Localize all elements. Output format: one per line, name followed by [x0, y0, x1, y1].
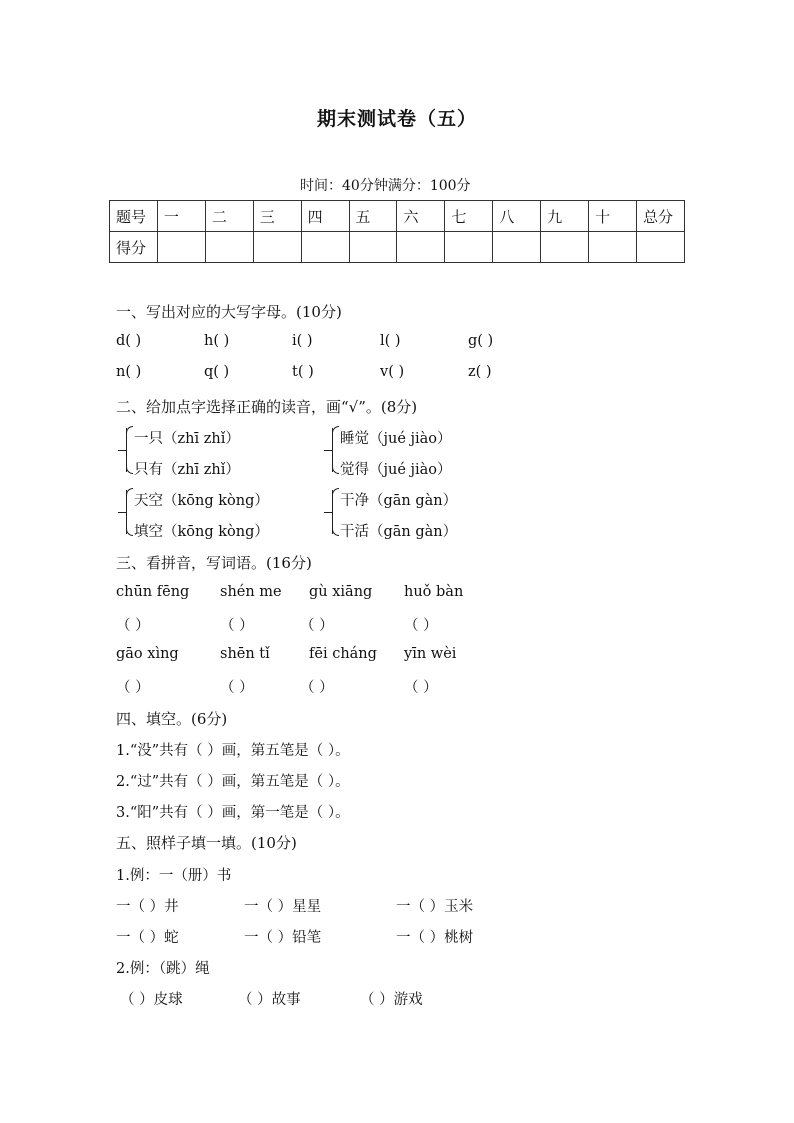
score-cell[interactable] — [205, 232, 253, 263]
letter-item: n( ) — [116, 364, 142, 380]
letter-item: t( ) — [292, 364, 314, 380]
fill-line: 3.“阳”共有（ ）画，第一笔是（ ）。 — [116, 805, 350, 821]
pinyin-choice: 填空（kōng kòng） — [134, 524, 269, 540]
answer-blank[interactable]: （ ） — [300, 618, 334, 634]
answer-blank[interactable]: （ ） — [220, 680, 254, 696]
section-2-heading: 二、给加点字选择正确的读音，画“√”。(8分) — [116, 398, 418, 416]
pinyin-choice: 觉得（jué jiào） — [340, 462, 452, 478]
score-cell[interactable] — [301, 232, 349, 263]
score-cell[interactable] — [445, 232, 493, 263]
pinyin-choice: 天空（kōng kòng） — [134, 493, 269, 509]
fill-item: 一（ ）蛇 — [116, 930, 179, 946]
section-4-heading: 四、填空。(6分) — [116, 710, 228, 728]
pinyin-choice: 一只（zhī zhǐ） — [134, 431, 240, 447]
fill-item: 一（ ）铅笔 — [244, 930, 322, 946]
letter-item: i( ) — [292, 333, 313, 349]
score-cell[interactable] — [397, 232, 445, 263]
header-cell: 题号 — [110, 201, 158, 232]
fill-item: 一（ ）星星 — [244, 899, 322, 915]
header-cell: 五 — [349, 201, 397, 232]
header-cell: 二 — [205, 201, 253, 232]
header-cell: 总分 — [636, 201, 684, 232]
header-cell: 四 — [301, 201, 349, 232]
score-cell[interactable] — [541, 232, 589, 263]
fill-item: （ ）故事 — [238, 992, 301, 1008]
fill-item: 一（ ）玉米 — [396, 899, 474, 915]
pinyin-choice: 睡觉（jué jiào） — [340, 431, 452, 447]
example-line: 2.例：（跳）绳 — [116, 961, 210, 977]
fill-item: （ ）皮球 — [120, 992, 183, 1008]
fill-item: （ ）游戏 — [360, 992, 423, 1008]
answer-blank[interactable]: （ ） — [300, 680, 334, 696]
pinyin-choice: 干活（gān gàn） — [340, 524, 458, 540]
header-cell: 一 — [157, 201, 205, 232]
pinyin-word: chūn fēng — [116, 584, 190, 600]
score-cell[interactable] — [493, 232, 541, 263]
score-cell[interactable] — [253, 232, 301, 263]
letter-item: q( ) — [204, 364, 230, 380]
pinyin-choice: 干净（gān gàn） — [340, 493, 458, 509]
example-line: 1.例：一（册）书 — [116, 868, 232, 884]
page-title: 期末测试卷（五） — [316, 108, 477, 130]
answer-blank[interactable]: （ ） — [404, 618, 438, 634]
score-table-score-row — [110, 232, 685, 263]
header-cell: 六 — [397, 201, 445, 232]
section-1-heading: 一、写出对应的大写字母。(10分) — [116, 303, 342, 321]
pinyin-word: fēi cháng — [309, 646, 377, 662]
pinyin-choice: 只有（zhī zhǐ） — [134, 462, 240, 478]
pinyin-word: yīn wèi — [404, 646, 457, 662]
pinyin-word: shén me — [220, 584, 282, 600]
row-label: 得分 — [110, 232, 158, 263]
pinyin-word: gāo xìng — [116, 646, 179, 662]
letter-item: v( ) — [380, 364, 405, 380]
pinyin-word: huǒ bàn — [404, 584, 464, 600]
score-table-header-row — [110, 201, 685, 232]
header-cell: 七 — [445, 201, 493, 232]
section-3-heading: 三、看拼音，写词语。(16分) — [116, 554, 312, 572]
answer-blank[interactable]: （ ） — [116, 618, 150, 634]
score-cell[interactable] — [636, 232, 684, 263]
header-cell: 十 — [589, 201, 637, 232]
answer-blank[interactable]: （ ） — [116, 680, 150, 696]
pinyin-word: gù xiāng — [309, 584, 373, 600]
score-cell[interactable] — [589, 232, 637, 263]
letter-item: z( ) — [468, 364, 492, 380]
letter-item: l( ) — [380, 333, 401, 349]
answer-blank[interactable]: （ ） — [220, 618, 254, 634]
fill-line: 1.“没”共有（ ）画，第五笔是（ ）。 — [116, 743, 350, 759]
exam-meta: 时间：40分钟满分：100分 — [300, 178, 471, 194]
header-cell: 三 — [253, 201, 301, 232]
letter-item: d( ) — [116, 333, 142, 349]
letter-item: g( ) — [468, 333, 494, 349]
header-cell: 九 — [541, 201, 589, 232]
answer-blank[interactable]: （ ） — [404, 680, 438, 696]
letter-item: h( ) — [204, 333, 230, 349]
pinyin-word: shēn tǐ — [220, 646, 270, 662]
score-cell[interactable] — [157, 232, 205, 263]
fill-item: 一（ ）井 — [116, 899, 179, 915]
score-table — [109, 200, 685, 263]
fill-item: 一（ ）桃树 — [396, 930, 474, 946]
score-cell[interactable] — [349, 232, 397, 263]
section-5-heading: 五、照样子填一填。(10分) — [116, 834, 297, 852]
header-cell: 八 — [493, 201, 541, 232]
fill-line: 2.“过”共有（ ）画，第五笔是（ ）。 — [116, 774, 350, 790]
